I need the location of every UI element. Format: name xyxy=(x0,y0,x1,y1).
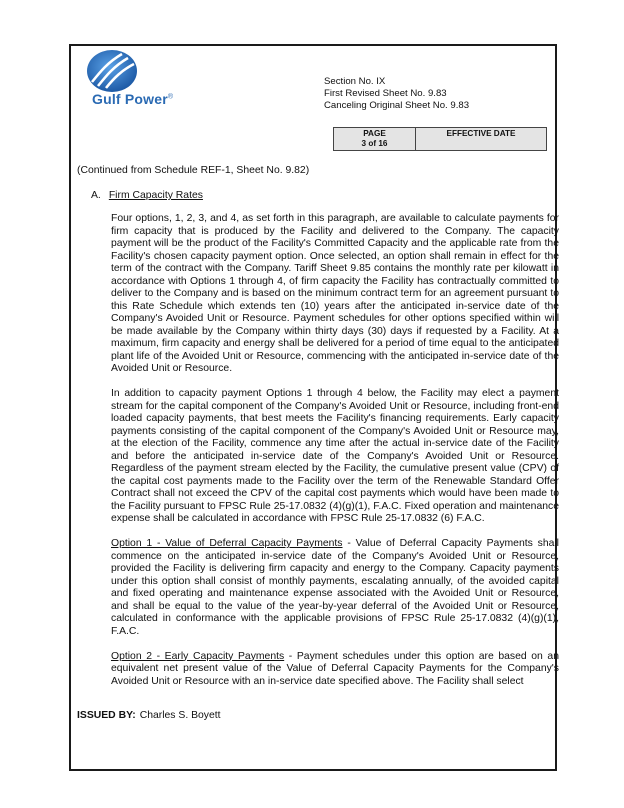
paragraph-option-1 xyxy=(111,538,559,638)
page-label: PAGE xyxy=(363,129,386,138)
effective-date-label: EFFECTIVE DATE xyxy=(446,129,516,138)
option-1-text: - Value of Deferral Capacity Payments shall commence on the anticipated in-service date of the Company's Avoided Unit or Resource, provided the Facility is delivering firm capacity and energy to the Company. Capacity payments under this option shall consist of monthly payments, escalating annually, of the avoided capital and fixed operating and maintenance expense associated with the Avoided Unit or Resource, and shall be equal to the value of the year-by-year deferral of the Avoided Unit or Resource, calculated in conformance with the applicable provisions of FPSC Rule 25-17.0832 (4)(g)(1), F.A.C. xyxy=(111,538,559,637)
gulf-power-logo-icon xyxy=(78,48,146,94)
canceling-sheet: Canceling Original Sheet No. 9.83 xyxy=(324,100,470,112)
option-2-text: - Payment schedules under this option are based on an equivalent net present value of the Value of Deferral Capacity Payments for the Company's Avoided Unit or Resource with an in-service date specified above. The Facility shall select xyxy=(111,650,559,687)
continued-note: (Continued from Schedule REF-1, Sheet No. 9.82) xyxy=(77,165,310,176)
section-letter: A. xyxy=(91,190,101,201)
option-1-title: Option 1 - Value of Deferral Capacity Payments xyxy=(111,538,343,549)
issued-by-name: Charles S. Boyett xyxy=(139,710,221,721)
paragraph-options: Four options, 1, 2, 3, and 4, as set forth in this paragraph, are available to calculate payments for firm capacity that is produced by the Facility and delivered to the Company. The capacity payment will be the product of the Facility's Committed Capacity and the applicable rate from the Facility's chosen capacity payment option. Once selected, an option shall remain in effect for the term of the contract with the Company. Tariff Sheet 9.85 contains the monthly rate per kilowatt in accordance with Options 1 through 4, of firm capacity the Facility has contractually committed to deliver to the Company and is based on the minimum contract term for an agreement pursuant to this Rate Schedule which extends ten (10) years after the anticipated in-service date of the Company's Avoided Unit or Resource. Payment schedules for other options specified within will be made available by the Company within thirty days (30) days if requested by a Facility. At a maximum, firm capacity and energy shall be delivered for a period of time equal to the anticipated plant life of the Avoided Unit or Resource, commencing with the anticipated in-service date of the Avoided Unit or Resource. xyxy=(111,213,559,374)
page-cell xyxy=(334,128,416,150)
issued-by-label: ISSUED BY: xyxy=(77,710,136,721)
paragraph-payment-stream: In addition to capacity payment Options 1 through 4 below, the Facility may elect a payment stream for the capital component of the Company's Avoided Unit or Resource, including front-end loaded capacity payments, that best meets the Facility's financing requirements. Early capacity payments consisting of the capital component of the Company's Avoided Unit or Resource may, at the election of the Facility, commence any time after the actual in-service date of the Facility and before the anticipated in-service date of the Company's Avoided Unit or Resource. Regardless of the payment stream elected by the Facility, the cumulative present value (CPV) of the capital cost payments made to the Facility over the term of the Renewable Standard Offer Contract shall not exceed the CPV of the capital cost payments which would have been made to the Facility pursuant to FPSC Rule 25-17.0832 (4)(g)(1), F.A.C. Fixed operation and maintenance expense shall be calculated in accordance with FPSC Rule 25-17.0832 (6) F.A.C. xyxy=(111,388,559,524)
company-name: Gulf Power® xyxy=(92,91,174,107)
section-title: Firm Capacity Rates xyxy=(108,190,203,201)
sheet-number: First Revised Sheet No. 9.83 xyxy=(324,88,447,100)
effective-date-cell xyxy=(416,128,546,150)
paragraph-option-2 xyxy=(111,651,559,689)
section-heading xyxy=(91,190,203,201)
section-body xyxy=(111,213,559,701)
section-number: Section No. IX xyxy=(324,76,386,87)
sheet-info xyxy=(324,76,469,113)
issued-by xyxy=(77,710,221,721)
page-value: 3 of 16 xyxy=(361,139,388,148)
option-2-title: Option 2 - Early Capacity Payments xyxy=(111,650,285,662)
page-box xyxy=(333,127,547,151)
